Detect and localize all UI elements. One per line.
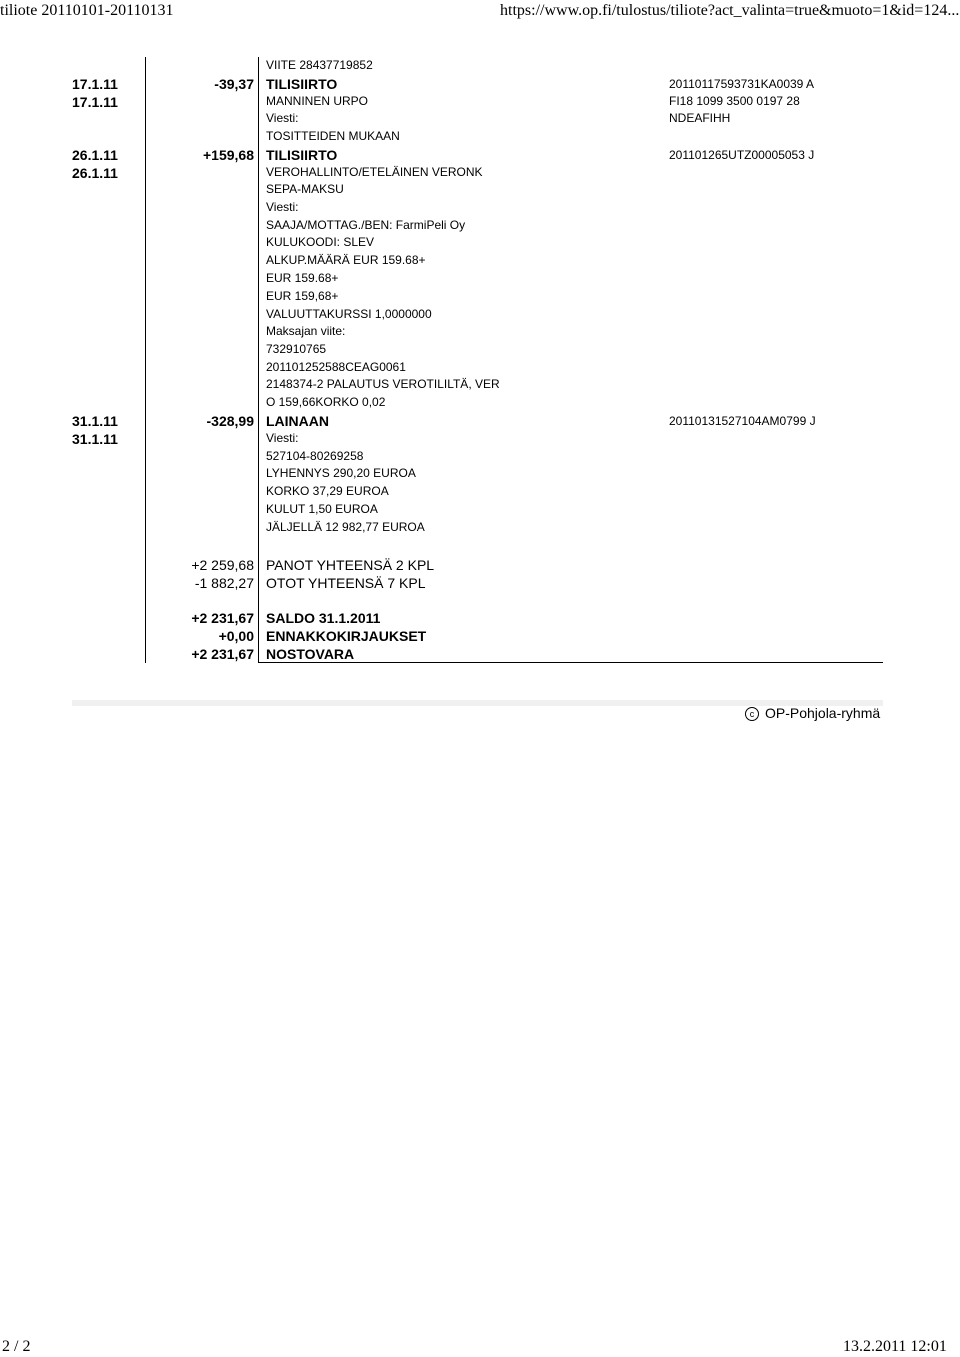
transaction-line: KORKO 37,29 EUROA — [266, 484, 389, 498]
page-number: 2 / 2 — [2, 1338, 31, 1355]
print-timestamp: 13.2.2011 12:01 — [843, 1338, 947, 1355]
withdrawals-total-amount: -1 882,27 — [194, 575, 254, 591]
transaction-date: 31.1.11 — [72, 413, 118, 429]
copyright-notice — [745, 705, 880, 721]
transaction-date: 17.1.11 — [72, 76, 118, 92]
transaction-value-date: 26.1.11 — [72, 165, 118, 181]
balance-label: SALDO 31.1.2011 — [266, 610, 381, 626]
transaction-line: JÄLJELLÄ 12 982,77 EUROA — [266, 520, 425, 534]
pending-entries-amount: +0,00 — [218, 628, 254, 644]
pending-entries-label: ENNAKKOKIRJAUKSET — [266, 628, 427, 644]
withdrawals-total-label: OTOT YHTEENSÄ 7 KPL — [266, 575, 426, 591]
transaction-line: 2148374-2 PALAUTUS VEROTILILTÄ, VER — [266, 377, 500, 391]
bic-code: NDEAFIHH — [669, 111, 731, 125]
copyright-icon: c — [745, 707, 759, 721]
transaction-amount: -39,37 — [214, 76, 254, 92]
transaction-line: VEROHALLINTO/ETELÄINEN VERONK — [266, 165, 483, 179]
transaction-line: ALKUP.MÄÄRÄ EUR 159.68+ — [266, 253, 426, 267]
print-title: tiliote 20110101-20110131 — [0, 2, 174, 19]
transaction-line: 732910765 — [266, 342, 327, 356]
transaction-line: SAAJA/MOTTAG./BEN: FarmiPeli Oy — [266, 218, 466, 232]
print-url: https://www.op.fi/tulostus/tiliote?act_valinta=true&muoto=1&id=124... — [500, 2, 960, 19]
transaction-line: KULUT 1,50 EUROA — [266, 502, 378, 516]
transaction-line: EUR 159.68+ — [266, 271, 339, 285]
transaction-type: LAINAAN — [266, 413, 329, 429]
archive-reference: 201101265UTZ00005053 J — [669, 148, 815, 162]
transaction-amount: -328,99 — [206, 413, 254, 429]
transaction-line: EUR 159,68+ — [266, 289, 339, 303]
transaction-value-date: 17.1.11 — [72, 94, 118, 110]
archive-reference: 20110117593731KA0039 A — [669, 77, 815, 91]
transaction-line: O 159,66KORKO 0,02 — [266, 395, 386, 409]
transaction-line: Viesti: — [266, 111, 299, 125]
iban-number: FI18 1099 3500 0197 28 — [669, 94, 800, 108]
available-balance-label: NOSTOVARA — [266, 646, 355, 662]
transaction-line: Maksajan viite: — [266, 324, 346, 338]
transaction-line: VALUUTTAKURSSI 1,0000000 — [266, 307, 432, 321]
reference-text: VIITE 28437719852 — [266, 58, 373, 72]
transaction-line: SEPA-MAKSU — [266, 182, 344, 196]
transaction-value-date: 31.1.11 — [72, 431, 118, 447]
transaction-line: Viesti: — [266, 431, 299, 445]
archive-reference: 20110131527104AM0799 J — [669, 414, 816, 428]
transaction-line: Viesti: — [266, 200, 299, 214]
transaction-amount: +159,68 — [203, 147, 254, 163]
date-column-divider — [145, 57, 146, 663]
balance-amount: +2 231,67 — [191, 610, 254, 626]
transaction-line: MANNINEN URPO — [266, 94, 369, 108]
transaction-type: TILISIIRTO — [266, 147, 338, 163]
available-balance-amount: +2 231,67 — [191, 646, 254, 662]
statement-bottom-rule — [258, 662, 883, 663]
transaction-type: TILISIIRTO — [266, 76, 338, 92]
deposits-total-label: PANOT YHTEENSÄ 2 KPL — [266, 557, 435, 573]
transaction-line: TOSITTEIDEN MUKAAN — [266, 129, 400, 143]
transaction-line: 201101252588CEAG0061 — [266, 360, 406, 374]
transaction-line: KULUKOODI: SLEV — [266, 235, 375, 249]
copyright-text: OP-Pohjola-ryhmä — [765, 705, 881, 721]
transaction-line: 527104-80269258 — [266, 449, 364, 463]
transaction-date: 26.1.11 — [72, 147, 118, 163]
amount-column-divider — [258, 57, 259, 663]
transaction-line: LYHENNYS 290,20 EUROA — [266, 466, 416, 480]
deposits-total-amount: +2 259,68 — [191, 557, 254, 573]
